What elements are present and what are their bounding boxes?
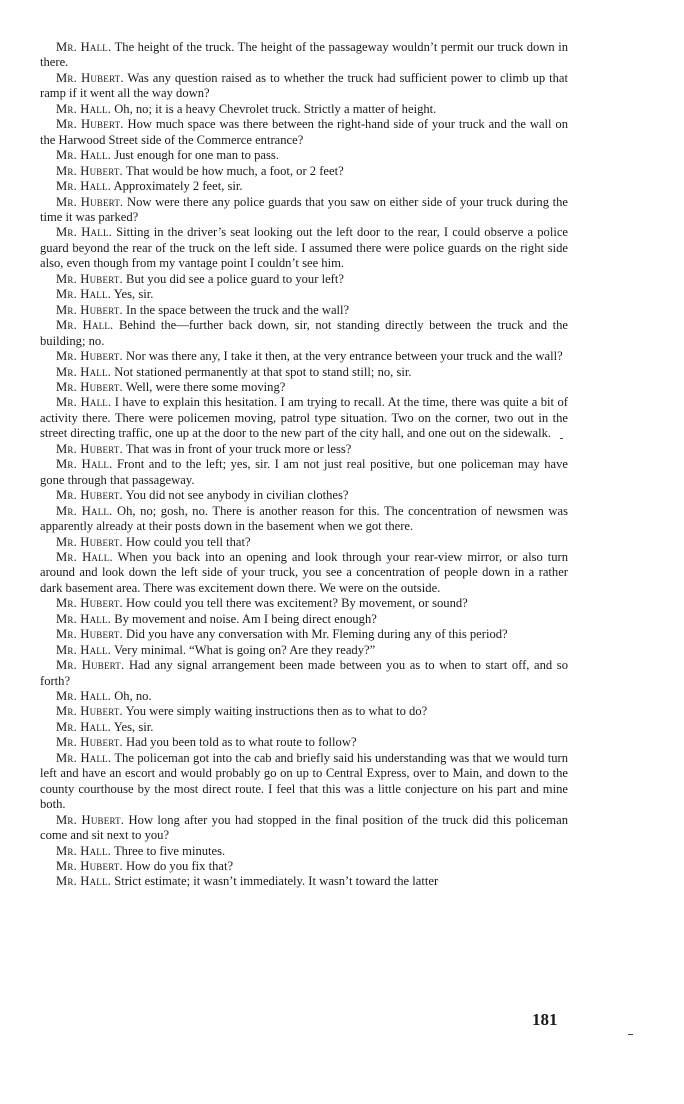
testimony-text: Strict estimate; it wasn’t immediately. It wasn’t toward the latter (111, 874, 439, 889)
testimony-text: Three to five minutes. (111, 843, 226, 858)
speaker-label: Mr. Hubert. (56, 194, 124, 209)
speaker-label: Mr. Hall. (56, 287, 112, 302)
speaker-label: Mr. Hall. (56, 457, 113, 472)
testimony-paragraph (40, 442, 568, 457)
testimony-text: How much space was there between the right-hand side of your truck and the wall on the Harwood Street side of the Commerce entrance? (40, 117, 568, 147)
testimony-paragraph (40, 550, 568, 596)
testimony-text: Yes, sir. (111, 287, 154, 302)
testimony-paragraph (40, 195, 568, 226)
testimony-text: Now were there any police guards that you saw on either side of your truck during the time it was parked? (40, 194, 568, 224)
testimony-paragraph (40, 704, 568, 719)
testimony-paragraph (40, 643, 568, 658)
testimony-paragraph (40, 658, 568, 689)
testimony-text: How do you fix that? (122, 859, 234, 874)
testimony-text: Was any question raised as to whether the truck had sufficient power to climb up that ramp if it went all the way down? (40, 70, 568, 101)
testimony-paragraph (40, 164, 568, 179)
testimony-text: When you back into an opening and look through your rear-view mirror, or also turn around and look down the left side of your truck, you see a concentration of people down in a rather dark basement area. There was excitement down there. We were on the outside. (40, 549, 568, 595)
speaker-label: Mr. Hubert. (56, 534, 123, 549)
testimony-text: Sitting in the driver’s seat looking out the left door to the rear, I could observe a police guard beyond the rear of the truck on the left side. I assumed there were police guards on the right side also, even though from my vantage point I couldn’t see him. (40, 225, 568, 271)
testimony-paragraph (40, 813, 568, 844)
testimony-text: That was in front of your truck more or less? (122, 441, 352, 456)
speaker-label: Mr. Hall. (56, 40, 112, 54)
testimony-paragraph (40, 504, 568, 535)
speaker-label: Mr. Hubert. (56, 441, 123, 456)
testimony-text: But you did see a police guard to your left? (122, 271, 344, 286)
testimony-text: Had any signal arrangement been made between you as to when to start off, and so forth? (40, 658, 568, 688)
testimony-paragraph (40, 874, 568, 889)
speaker-label: Mr. Hubert. (56, 859, 123, 874)
speaker-label: Mr. Hall. (56, 843, 112, 858)
speaker-label: Mr. Hubert. (56, 488, 123, 503)
speaker-label: Mr. Hall. (56, 148, 112, 163)
speaker-label: Mr. Hubert. (56, 735, 123, 750)
testimony-text: How could you tell there was excitement? By movement, or sound? (122, 596, 468, 611)
testimony-text: You were simply waiting instructions then as to what to do? (122, 704, 428, 719)
testimony-text: Very minimal. “What is going on? Are they ready?” (111, 642, 376, 657)
speaker-label: Mr. Hubert. (56, 704, 123, 719)
testimony-paragraph (40, 395, 568, 441)
testimony-text: How could you tell that? (122, 534, 251, 549)
speaker-label: Mr. Hall. (56, 689, 112, 704)
page-number: 181 (532, 1010, 558, 1029)
testimony-paragraph (40, 179, 568, 194)
speaker-label: Mr. Hall. (56, 503, 113, 518)
testimony-text: In the space between the truck and the wall? (122, 302, 350, 317)
testimony-paragraph (40, 488, 568, 503)
testimony-text: Oh, no; it is a heavy Chevrolet truck. Strictly a matter of height. (111, 101, 437, 116)
testimony-paragraph (40, 117, 568, 148)
testimony-text: Front and to the left; yes, sir. I am not just real positive, but one policeman may have gone through that passageway. (40, 457, 568, 487)
speaker-label: Mr. Hall. (56, 101, 112, 116)
speaker-label: Mr. Hall. (56, 750, 112, 765)
testimony-paragraph (40, 720, 568, 735)
speaker-label: Mr. Hall. (56, 611, 112, 626)
testimony-text: Oh, no. (111, 689, 152, 704)
testimony-text: Just enough for one man to pass. (111, 148, 279, 163)
testimony-text: Yes, sir. (111, 719, 154, 734)
testimony-paragraph (40, 303, 568, 318)
testimony-text: Behind the—further back down, sir, not standing directly between the truck and the building; no. (40, 318, 568, 348)
speaker-label: Mr. Hubert. (56, 117, 124, 132)
testimony-text: Well, were there some moving? (122, 379, 286, 394)
testimony-text: Approximately 2 feet, sir. (111, 179, 243, 194)
testimony-paragraph (40, 689, 568, 704)
testimony-paragraph (40, 859, 568, 874)
testimony-paragraph (40, 349, 568, 364)
speaker-label: Mr. Hall. (56, 318, 114, 333)
testimony-paragraph (40, 844, 568, 859)
speaker-label: Mr. Hall. (56, 642, 112, 657)
testimony-paragraph (40, 272, 568, 287)
testimony-text: Oh, no; gosh, no. There is another reason for this. The concentration of newsmen was apparently already at their posts down in the basement when we got there. (40, 503, 569, 534)
testimony-text: Nor was there any, I take it then, at the very entrance between your truck and the wall? (122, 349, 563, 364)
testimony-text: That would be how much, a foot, or 2 feet? (122, 163, 344, 178)
speaker-label: Mr. Hubert. (56, 70, 124, 85)
testimony-transcript (40, 40, 568, 890)
speaker-label: Mr. Hubert. (56, 349, 123, 364)
testimony-text: Not stationed permanently at that spot to stand still; no, sir. (111, 364, 412, 379)
speaker-label: Mr. Hubert. (56, 271, 123, 286)
speaker-label: Mr. Hall. (56, 395, 112, 410)
testimony-text: You did not see anybody in civilian clothes? (122, 488, 349, 503)
testimony-paragraph (40, 751, 568, 813)
testimony-paragraph (40, 735, 568, 750)
testimony-paragraph (40, 612, 568, 627)
speaker-label: Mr. Hall. (56, 225, 112, 240)
stray-mark (628, 1034, 633, 1035)
testimony-text: The height of the truck. The height of the passageway wouldn’t permit our truck down in there. (40, 40, 568, 70)
testimony-text: Had you been told as to what route to follow? (122, 735, 357, 750)
testimony-text: The policeman got into the cab and briefly said his understanding was that we would turn left and have an escort and would probably go on up to Central Express, over to Main, and down to the county courthouse by the most direct route. I feel that this was a little conjecture on his part and mine both. (40, 750, 568, 812)
speaker-label: Mr. Hubert. (56, 812, 125, 827)
testimony-paragraph (40, 287, 568, 302)
testimony-paragraph (40, 40, 568, 71)
speaker-label: Mr. Hubert. (56, 627, 123, 642)
testimony-paragraph (40, 380, 568, 395)
testimony-paragraph (40, 627, 568, 642)
testimony-paragraph (40, 71, 568, 102)
testimony-paragraph (40, 596, 568, 611)
testimony-paragraph (40, 318, 568, 349)
speaker-label: Mr. Hubert. (56, 658, 125, 673)
speaker-label: Mr. Hall. (56, 364, 112, 379)
speaker-label: Mr. Hubert. (56, 596, 123, 611)
speaker-label: Mr. Hubert. (56, 163, 123, 178)
testimony-text: I have to explain this hesitation. I am trying to recall. At the time, there was quite a bit of activity there. There were policemen moving, patrol type situation. Two on the corner, two out in the street directing traffic, one up at the door to the new part of the city hall, and one out on the sidewalk. (40, 395, 568, 441)
stray-mark (560, 438, 563, 439)
testimony-paragraph (40, 102, 568, 117)
speaker-label: Mr. Hall. (56, 874, 112, 889)
testimony-paragraph (40, 457, 568, 488)
testimony-text: Did you have any conversation with Mr. Fleming during any of this period? (122, 627, 508, 642)
testimony-paragraph (40, 535, 568, 550)
testimony-paragraph (40, 365, 568, 380)
testimony-paragraph (40, 225, 568, 271)
speaker-label: Mr. Hubert. (56, 302, 123, 317)
testimony-text: By movement and noise. Am I being direct enough? (111, 611, 377, 626)
testimony-text: How long after you had stopped in the final position of the truck did this policeman come and sit next to you? (40, 812, 568, 843)
speaker-label: Mr. Hall. (56, 719, 112, 734)
speaker-label: Mr. Hubert. (56, 379, 123, 394)
testimony-paragraph (40, 148, 568, 163)
speaker-label: Mr. Hall. (56, 549, 113, 564)
speaker-label: Mr. Hall. (56, 179, 112, 194)
